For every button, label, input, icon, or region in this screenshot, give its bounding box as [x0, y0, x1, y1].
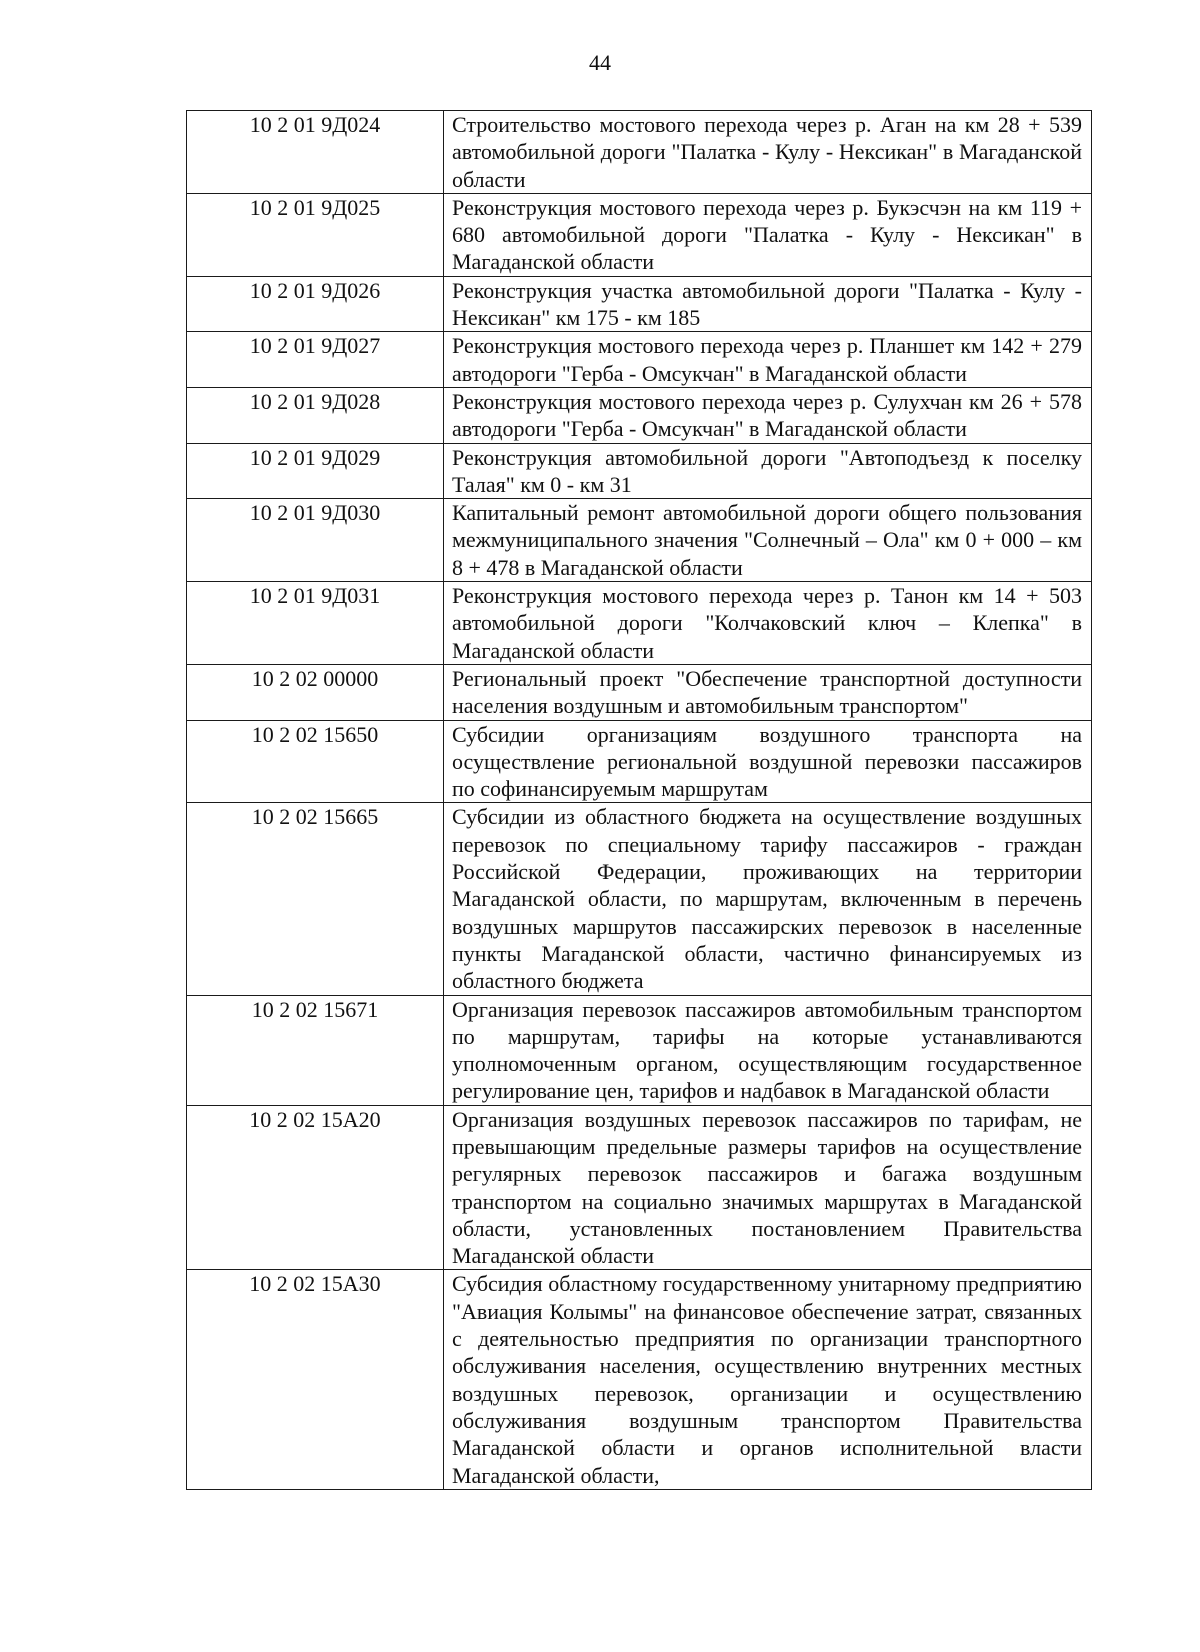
- row-code: 10 2 01 9Д024: [187, 111, 444, 194]
- table-row: [187, 1105, 1092, 1270]
- row-code: 10 2 02 15А30: [187, 1270, 444, 1489]
- row-description: Организация воздушных перевозок пассажиров по тарифам, не превышающим предельные размеры тарифов на осуществление регулярных перевозок пассажиров и багажа воздушным транспортом на социально значимых маршрутах в Магаданской области, установленных постановлением Правительства Магаданской области: [444, 1105, 1092, 1270]
- page-number: 44: [589, 50, 611, 75]
- row-code: 10 2 02 15671: [187, 995, 444, 1105]
- row-code: 10 2 01 9Д025: [187, 193, 444, 276]
- row-code: 10 2 02 15650: [187, 720, 444, 803]
- row-description: Субсидия областному государственному унитарному предприятию "Авиация Колымы" на финансовое обеспечение затрат, связанных с деятельностью предприятия по организации транспортного обслуживания населения, осуществлению внутренних местных воздушных перевозок, организации и осуществлению обслуживания воздушным транспортом Правительства Магаданской области и органов исполнительной власти Магаданской области,: [444, 1270, 1092, 1489]
- row-code: 10 2 02 00000: [187, 664, 444, 720]
- table-row: [187, 193, 1092, 276]
- budget-classification-table: [186, 110, 1092, 1490]
- table-row: [187, 664, 1092, 720]
- table-row: [187, 1270, 1092, 1489]
- row-description: Реконструкция мостового перехода через р. Букэсчэн на км 119 + 680 автомобильной дороги "Палатка - Кулу - Нексикан" в Магаданской области: [444, 193, 1092, 276]
- row-code: 10 2 02 15А20: [187, 1105, 444, 1270]
- row-description: Региональный проект "Обеспечение транспортной доступности населения воздушным и автомобильным транспортом": [444, 664, 1092, 720]
- row-code: 10 2 01 9Д028: [187, 387, 444, 443]
- row-description: Реконструкция автомобильной дороги "Автоподъезд к поселку Талая" км 0 - км 31: [444, 443, 1092, 499]
- row-code: 10 2 01 9Д031: [187, 582, 444, 665]
- row-description: Строительство мостового перехода через р. Аган на км 28 + 539 автомобильной дороги "Палатка - Кулу - Нексикан" в Магаданской области: [444, 111, 1092, 194]
- table-row: [187, 387, 1092, 443]
- row-code: 10 2 01 9Д026: [187, 276, 444, 332]
- table-row: [187, 276, 1092, 332]
- row-description: Реконструкция мостового перехода через р. Танон км 14 + 503 автомобильной дороги "Колчаковский ключ – Клепка" в Магаданской области: [444, 582, 1092, 665]
- row-code: 10 2 01 9Д029: [187, 443, 444, 499]
- row-description: Субсидии организациям воздушного транспорта на осуществление региональной воздушной перевозки пассажиров по софинансируемым маршрутам: [444, 720, 1092, 803]
- row-description: Реконструкция мостового перехода через р. Планшет км 142 + 279 автодороги "Герба - Омсукчан" в Магаданской области: [444, 332, 1092, 388]
- table-row: [187, 995, 1092, 1105]
- row-description: Капитальный ремонт автомобильной дороги общего пользования межмуниципального значения "Солнечный – Ола" км 0 + 000 – км 8 + 478 в Магаданской области: [444, 499, 1092, 582]
- table-row: [187, 582, 1092, 665]
- row-code: 10 2 01 9Д030: [187, 499, 444, 582]
- table-row: [187, 720, 1092, 803]
- table-row: [187, 111, 1092, 194]
- table-row: [187, 803, 1092, 995]
- row-description: Организация перевозок пассажиров автомобильным транспортом по маршрутам, тарифы на которые устанавливаются уполномоченным органом, осуществляющим государственное регулирование цен, тарифов и надбавок в Магаданской области: [444, 995, 1092, 1105]
- row-description: Реконструкция мостового перехода через р. Сулухчан км 26 + 578 автодороги "Герба - Омсукчан" в Магаданской области: [444, 387, 1092, 443]
- row-code: 10 2 02 15665: [187, 803, 444, 995]
- row-description: Реконструкция участка автомобильной дороги "Палатка - Кулу - Нексикан" км 175 - км 185: [444, 276, 1092, 332]
- row-code: 10 2 01 9Д027: [187, 332, 444, 388]
- table-row: [187, 332, 1092, 388]
- table-row: [187, 499, 1092, 582]
- row-description: Субсидии из областного бюджета на осуществление воздушных перевозок по специальному тарифу пассажиров - граждан Российской Федерации, проживающих на территории Магаданской области, по маршрутам, включенным в перечень воздушных маршрутов пассажирских перевозок в населенные пункты Магаданской области, частично финансируемых из областного бюджета: [444, 803, 1092, 995]
- table-row: [187, 443, 1092, 499]
